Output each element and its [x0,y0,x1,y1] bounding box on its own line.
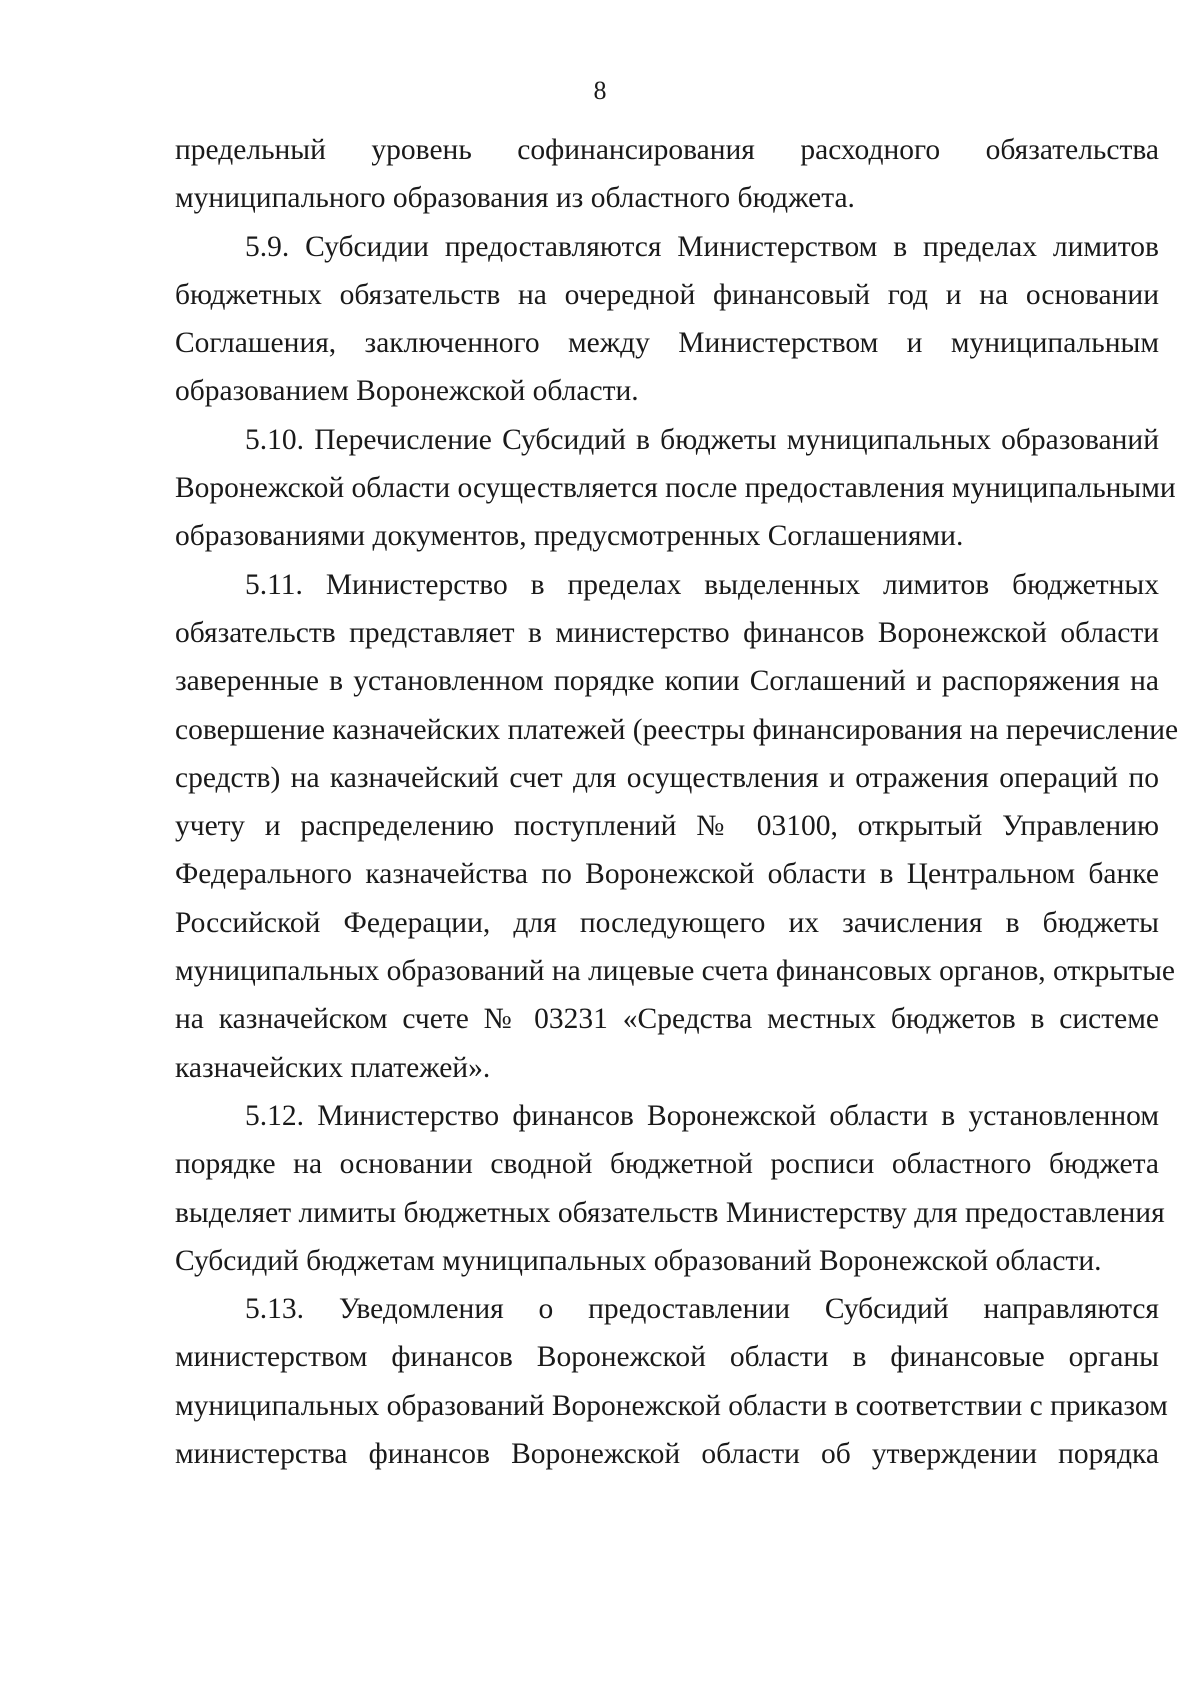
text-line: порядке на основании сводной бюджетной росписи областного бюджета [175,1148,1159,1181]
document-body [175,126,1179,1478]
text-line: образованиями документов, предусмотренных Соглашениями. [175,520,964,553]
text-line: бюджетных обязательств на очередной финансовый год и на основании [175,278,1159,311]
text-line: казначейских платежей». [175,1051,491,1084]
text-line: 5.11. Министерство в пределах выделенных лимитов бюджетных [245,568,1159,601]
text-line: 5.9. Субсидии предоставляются Министерством в пределах лимитов [245,230,1159,263]
text-line: на казначейском счете № 03231 «Средства местных бюджетов в системе [175,1003,1159,1036]
text-line: совершение казначейских платежей (реестры финансирования на перечисление [175,713,1179,746]
text-line: предельный уровень софинансирования расходного обязательства [175,134,1159,166]
text-line: 5.12. Министерство финансов Воронежской области в установленном [245,1099,1159,1132]
text-line: министерства финансов Воронежской области об утверждении порядка [175,1438,1159,1471]
text-line: 5.13. Уведомления о предоставлении Субсидий направляются [245,1293,1159,1326]
text-line: образованием Воронежской области. [175,375,639,408]
text-line: обязательств представляет в министерство финансов Воронежской области [175,616,1159,649]
text-line: учету и распределению поступлений № 03100, открытый Управлению [175,810,1159,843]
text-line: средств) на казначейский счет для осуществления и отражения операций по [175,761,1159,794]
text-line: заверенные в установленном порядке копии Соглашений и распоряжения на [175,665,1159,698]
page-number: 8 [593,76,607,105]
paragraph-continuation [175,126,1159,223]
text-line: Соглашения, заключенного между Министерством и муниципальным [175,327,1159,360]
text-line: министерством финансов Воронежской области в финансовые органы [175,1341,1159,1374]
text-line: Воронежской области осуществляется после предоставления муниципальными [175,472,1176,505]
text-line: Субсидий бюджетам муниципальных образований Воронежской области. [175,1244,1102,1277]
text-line: муниципальных образований на лицевые счета финансовых органов, открытые [175,955,1175,988]
text-line: Федерального казначейства по Воронежской области в Центральном банке [175,858,1159,891]
paragraph-5-13 [175,1285,1168,1478]
text-line: муниципального образования из областного бюджета. [175,182,855,215]
text-line: муниципальных образований Воронежской области в соответствии с приказом [175,1389,1168,1422]
paragraph-5-10 [175,416,1176,561]
text-line: выделяет лимиты бюджетных обязательств Министерству для предоставления [175,1196,1165,1229]
paragraph-5-12 [175,1092,1165,1285]
text-line: 5.10. Перечисление Субсидий в бюджеты муниципальных образований [245,423,1159,456]
paragraph-5-9 [175,223,1159,416]
paragraph-5-11 [175,561,1179,1092]
text-line: Российской Федерации, для последующего их зачисления в бюджеты [175,906,1159,939]
